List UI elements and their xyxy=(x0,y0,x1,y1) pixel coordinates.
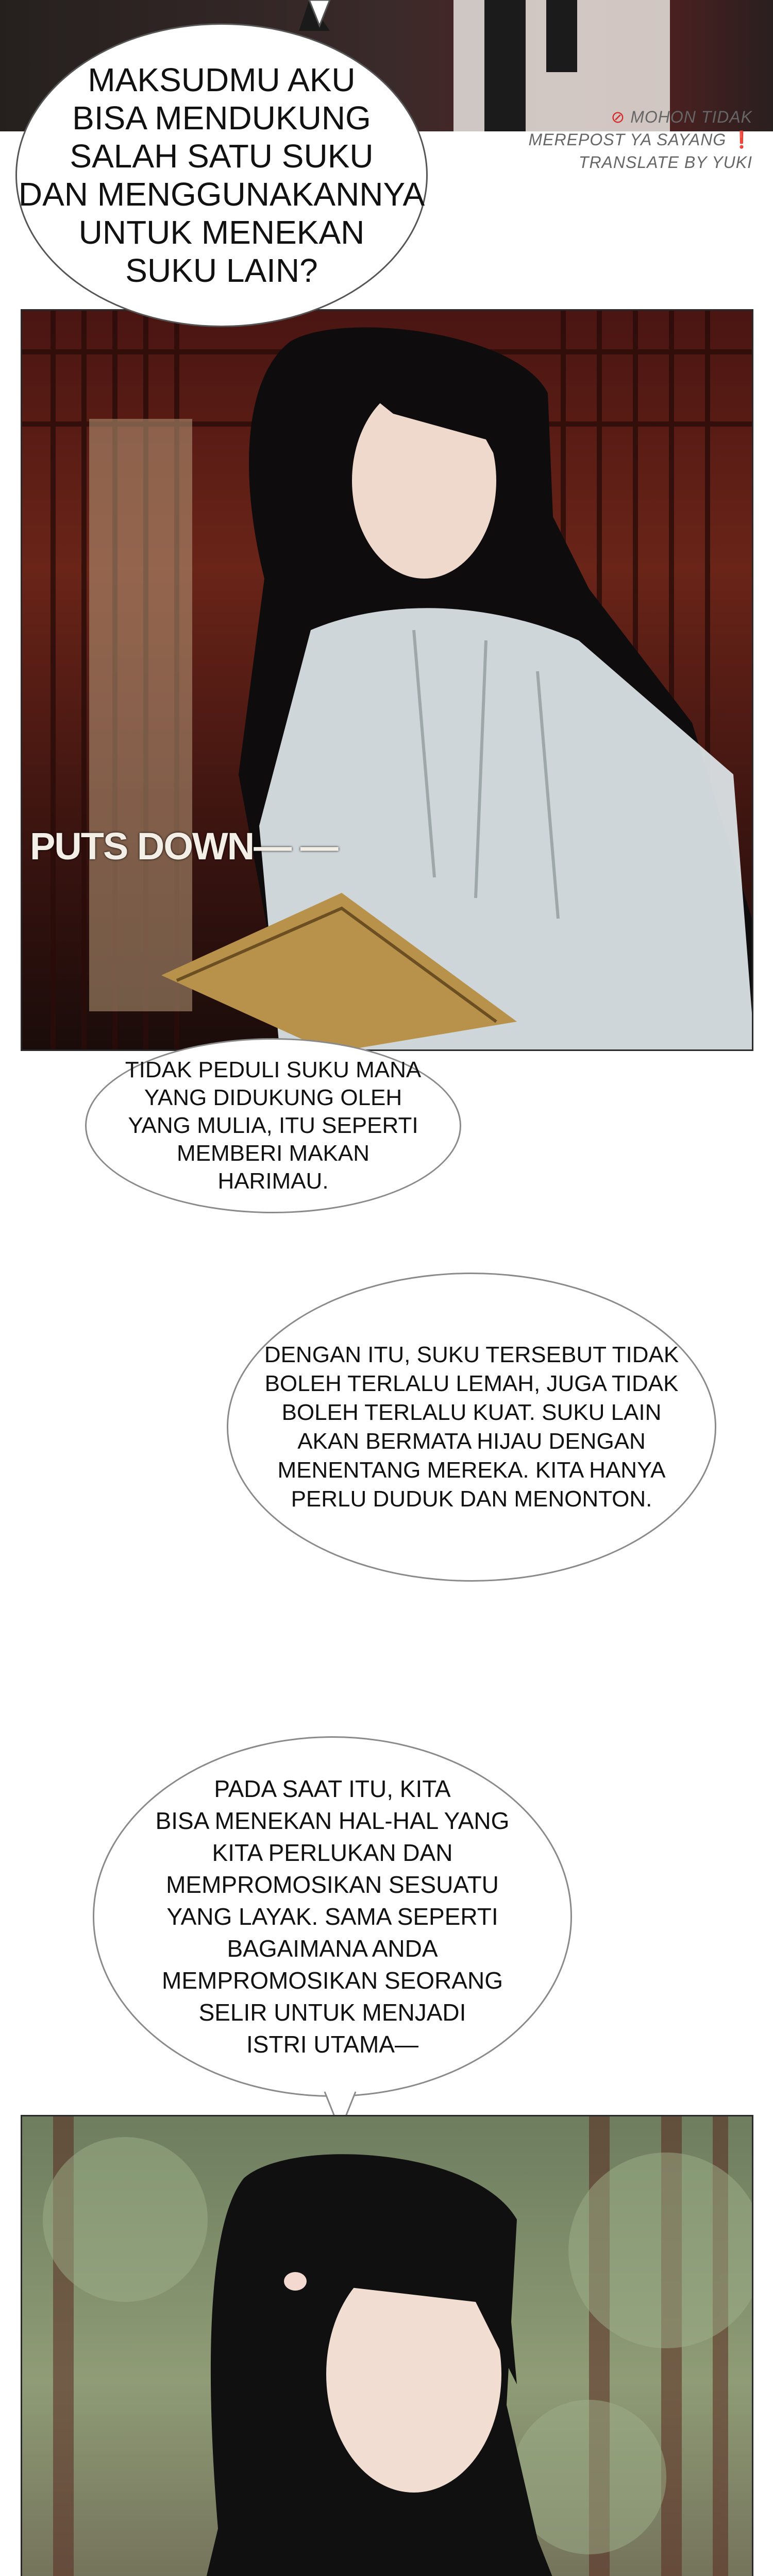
watermark-line-3: TRANSLATE BY YUKI xyxy=(578,153,752,172)
speech-bubble-1: MAKSUDMU AKU BISA MENDUKUNG SALAH SATU SUKU DAN MENGGUNAKANNYA UNTUK MENEKAN SUKU LAIN? xyxy=(15,23,428,327)
panel-2-art xyxy=(22,2116,753,2576)
sound-effect-puts-down: PUTS DOWN— — xyxy=(30,825,338,868)
speech-bubble-4: PADA SAAT ITU, KITA BISA MENEKAN HAL-HAL YANG KITA PERLUKAN DAN MEMPROMOSIKAN SESUATU YANG LAYAK. SAMA SEPERTI BAGAIMANA ANDA MEMPROMOSIKAN SEORANG SELIR UNTUK MENJADI ISTRI UTAMA— xyxy=(93,1736,572,2097)
watermark-line-2: MEREPOST YA SAYANG xyxy=(528,130,727,149)
speech-bubble-1-tail xyxy=(304,0,335,31)
translator-watermark xyxy=(529,106,752,174)
speech-bubble-3: DENGAN ITU, SUKU TERSEBUT TIDAK BOLEH TERLALU LEMAH, JUGA TIDAK BOLEH TERLALU KUAT. SUKU LAIN AKAN BERMATA HIJAU DENGAN MENENTANG MEREKA. KITA HANYA PERLU DUDUK DAN MENONTON. xyxy=(227,1273,716,1582)
panel-1-art xyxy=(22,311,753,1051)
comic-panel-2 xyxy=(21,2115,753,2576)
watermark-line-1: MOHON TIDAK xyxy=(630,108,752,126)
speech-bubble-2: TIDAK PEDULI SUKU MANA YANG DIDUKUNG OLEH YANG MULIA, ITU SEPERTI MEMBERI MAKAN HARIMAU. xyxy=(85,1038,461,1213)
no-repost-icon: ⊘ xyxy=(611,108,626,126)
exclamation-icon: ❗ xyxy=(731,130,752,149)
comic-panel-1 xyxy=(21,309,753,1051)
